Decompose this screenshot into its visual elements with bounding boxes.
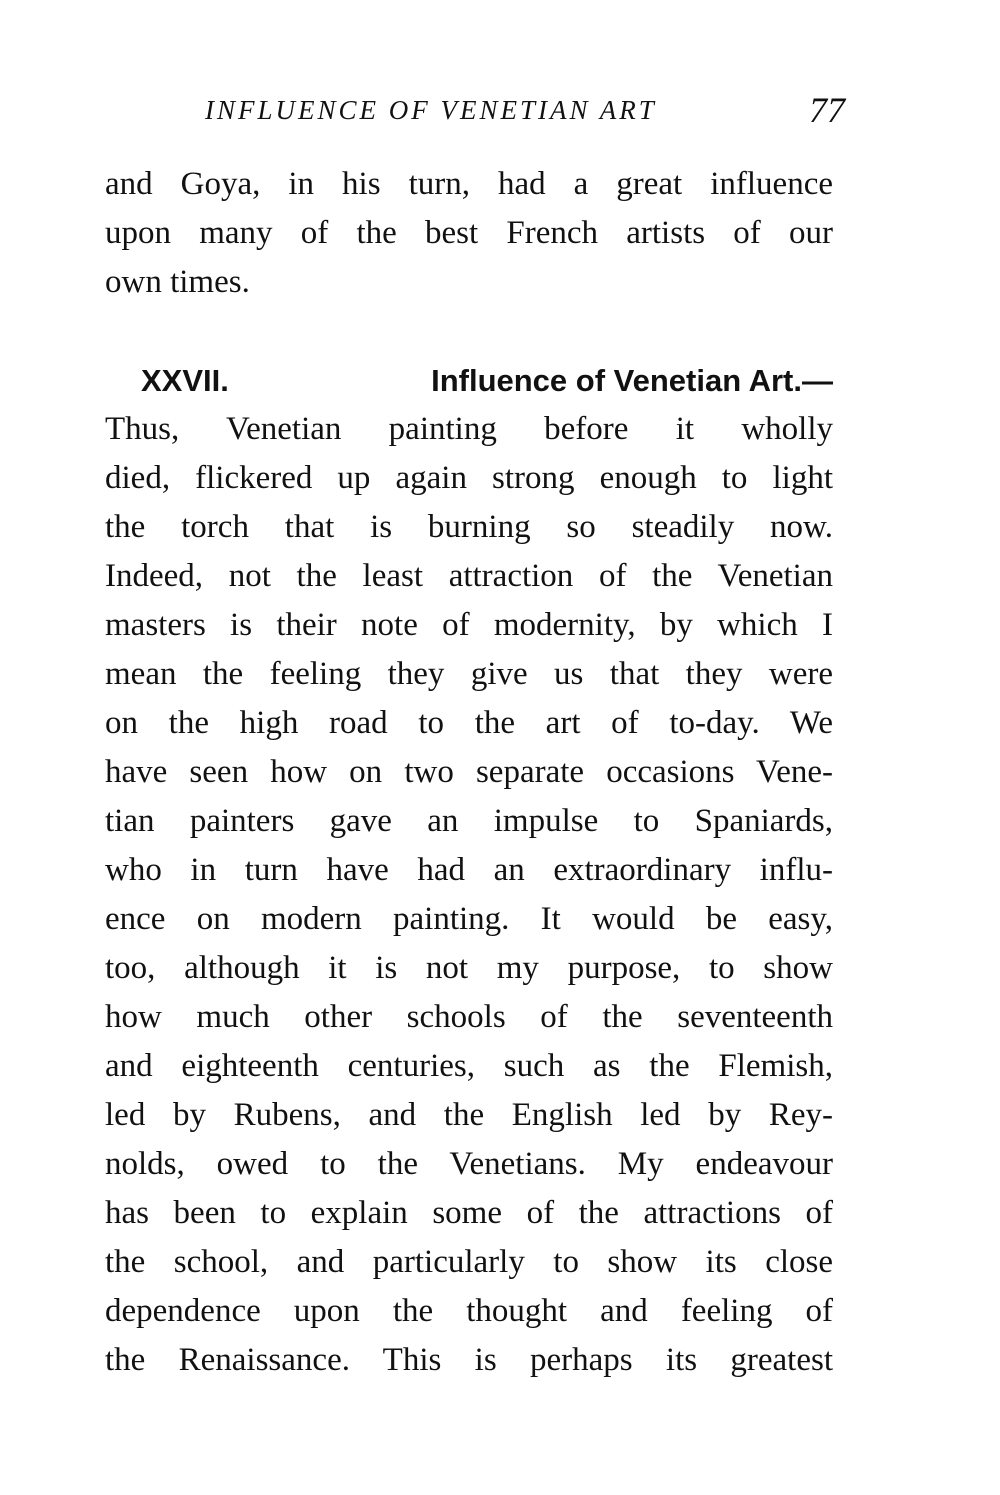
section-heading-line <box>105 356 833 405</box>
text-line: too, although it is not my purpose, to show <box>105 950 833 986</box>
text-line: tian painters gave an impulse to Spaniards, <box>105 803 833 839</box>
text-line: and eighteenth centuries, such as the Flemish, <box>105 1048 833 1084</box>
section-title: Influence of Venetian Art.— <box>431 363 833 398</box>
text-line: who in turn have had an extraordinary influ- <box>105 852 833 888</box>
text-line: the Renaissance. This is perhaps its greatest <box>105 1342 833 1378</box>
text-line: Indeed, not the least attraction of the Venetian <box>105 558 833 594</box>
text-line: upon many of the best French artists of our <box>105 215 833 251</box>
text-line: on the high road to the art of to-day. We <box>105 705 833 741</box>
text-line: masters is their note of modernity, by which I <box>105 607 833 643</box>
text-line: own times. <box>105 264 250 300</box>
page-number: 77 <box>809 90 845 130</box>
text-line: and Goya, in his turn, had a great influence <box>105 166 833 202</box>
continued-paragraph <box>105 160 833 307</box>
text-line: Thus, Venetian painting before it wholly <box>105 411 833 447</box>
section-number: XXVII. <box>141 363 229 398</box>
text-line: mean the feeling they give us that they were <box>105 656 833 692</box>
section-paragraph <box>105 356 833 1385</box>
running-head <box>205 88 845 132</box>
text-line: dependence upon the thought and feeling of <box>105 1293 833 1329</box>
text-line: the torch that is burning so steadily now. <box>105 509 833 545</box>
text-line: died, flickered up again strong enough to light <box>105 460 833 496</box>
text-line: nolds, owed to the Venetians. My endeavour <box>105 1146 833 1182</box>
text-line: how much other schools of the seventeenth <box>105 999 833 1035</box>
text-line: has been to explain some of the attractions of <box>105 1195 833 1231</box>
running-title: INFLUENCE OF VENETIAN ART <box>205 95 657 125</box>
text-line: have seen how on two separate occasions Vene- <box>105 754 833 790</box>
text-line: the school, and particularly to show its close <box>105 1244 833 1280</box>
text-line: led by Rubens, and the English led by Rey- <box>105 1097 833 1133</box>
text-line: ence on modern painting. It would be easy, <box>105 901 833 937</box>
